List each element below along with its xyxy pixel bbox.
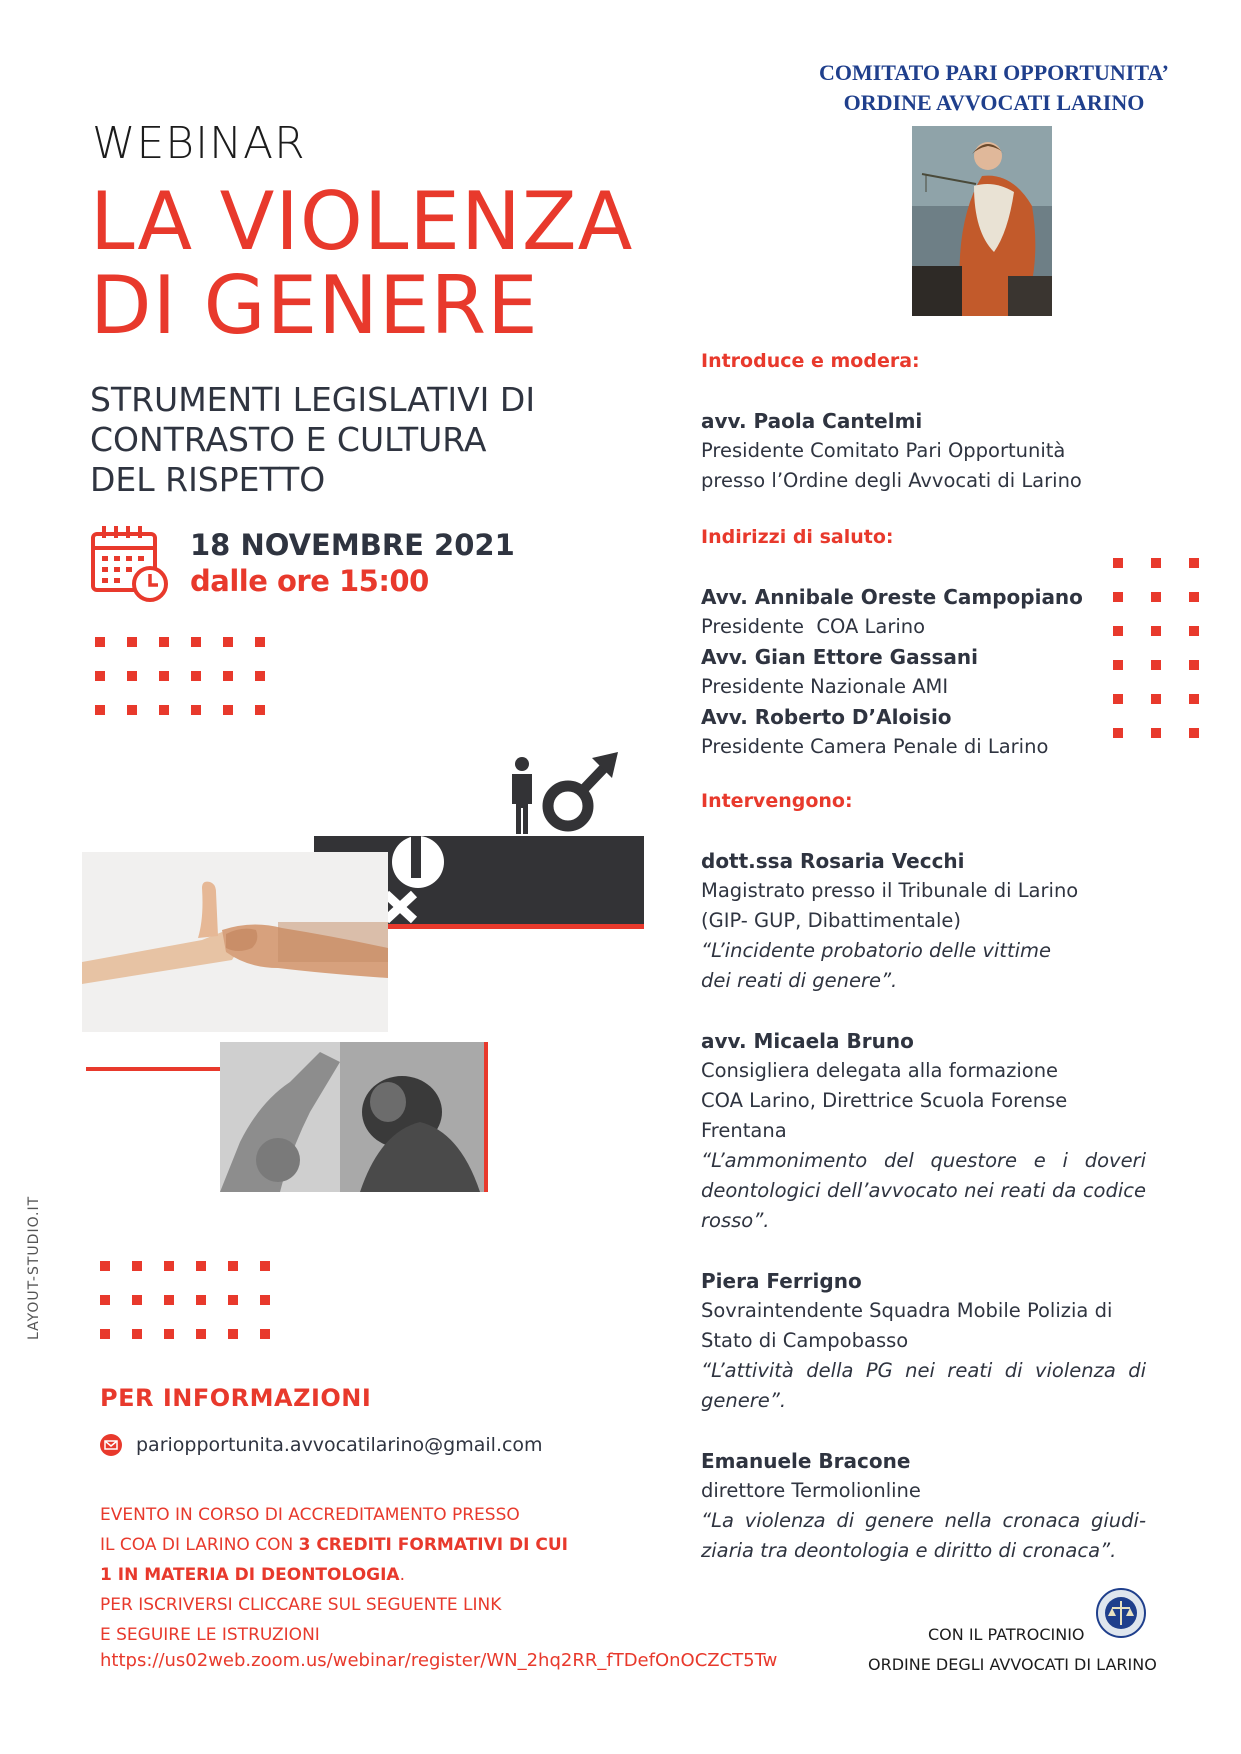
speaker-role: (GIP- GUP, Dibattimentale) [701, 909, 962, 932]
committee-line-1: COMITATO PARI OPPORTUNITA’ [818, 60, 1169, 85]
speaker-talk: dei reati di genere”. [701, 969, 898, 992]
accreditation-line-4: PER ISCRIVERSI CLICCARE SUL SEGUENTE LINK [100, 1595, 502, 1615]
hands-stop-photo [82, 852, 388, 1032]
accreditation-line-5: E SEGUIRE LE ISTRUZIONI [100, 1625, 320, 1645]
moderator-heading: Introduce e modera: [701, 350, 920, 372]
webinar-label: WEBINAR [92, 118, 306, 169]
greeting-name: Avv. Annibale Oreste Campopiano [701, 585, 1083, 609]
decorative-dot-grid [100, 1261, 270, 1339]
accreditation-notice [100, 1500, 660, 1650]
accreditation-line-1: EVENTO IN CORSO DI ACCREDITAMENTO PRESSO [100, 1505, 520, 1525]
patronage-line-1: CON IL PATROCINIO [928, 1625, 1085, 1644]
decorative-dot-grid [95, 637, 265, 715]
moderator-name: avv. Paola Cantelmi [701, 409, 923, 433]
justice-painting [912, 126, 1052, 316]
domestic-violence-photo [220, 1042, 484, 1192]
accreditation-text: . [399, 1565, 405, 1585]
event-time: dalle ore 15:00 [190, 564, 429, 598]
info-heading: PER INFORMAZIONI [100, 1384, 372, 1412]
bar-association-seal-icon [1096, 1588, 1146, 1638]
speaker-talk: “L’attività della PG nei reati di violenza di genere”. [701, 1359, 1146, 1412]
main-title-line-2: DI GENERE [90, 259, 539, 352]
moderator-section [701, 346, 1146, 496]
speaker-talk: “La violenza di genere nella cronaca giudi-ziaria tra deontologia e diritto di cronaca”. [701, 1509, 1146, 1562]
committee-title [784, 58, 1204, 118]
accreditation-text: IL COA DI LARINO CON [100, 1535, 299, 1555]
greetings-section [701, 522, 1146, 762]
moderator-role: presso l’Ordine degli Avvocati di Larino [701, 469, 1082, 492]
accreditation-line-2 [100, 1530, 660, 1560]
deontology-highlight: 1 IN MATERIA DI DEONTOLOGIA [100, 1565, 400, 1585]
speaker-item [701, 1026, 1146, 1236]
greeting-role: Presidente COA Larino [701, 615, 926, 638]
speaker-talk: “L’incidente probatorio delle vittime [701, 939, 1052, 962]
speaker-name: dott.ssa Rosaria Vecchi [701, 849, 965, 873]
patronage-line-2: ORDINE DEGLI AVVOCATI DI LARINO [868, 1655, 1157, 1674]
male-symbol-figure [500, 748, 620, 838]
speakers-heading: Intervengono: [701, 790, 853, 812]
accreditation-line-3 [100, 1560, 660, 1590]
main-title-line-1: LA VIOLENZA [90, 175, 634, 268]
speaker-role: COA Larino, Direttrice Scuola Forense [701, 1089, 1068, 1112]
subtitle-line-3: DEL RISPETTO [90, 460, 326, 499]
layout-credit: LAYOUT-STUDIO.IT [26, 1195, 42, 1340]
greeting-role: Presidente Nazionale AMI [701, 675, 949, 698]
committee-line-2: ORDINE AVVOCATI LARINO [843, 90, 1145, 115]
subtitle-line-1: STRUMENTI LEGISLATIVI DI [90, 380, 536, 419]
event-date: 18 NOVEMBRE 2021 [190, 528, 515, 562]
speaker-name: Piera Ferrigno [701, 1269, 862, 1293]
greeting-role: Presidente Camera Penale di Larino [701, 735, 1049, 758]
photo-red-accent-line [484, 1042, 488, 1192]
zoom-registration-link[interactable]: https://us02web.zoom.us/webinar/register/WN_2hq2RR_fTDefOnOCZCT5Tw [100, 1650, 778, 1671]
subtitle [90, 380, 535, 500]
speaker-role: Frentana [701, 1119, 787, 1142]
greetings-heading: Indirizzi di saluto: [701, 526, 894, 548]
speakers-section [701, 786, 1146, 1566]
moderator-role: Presidente Comitato Pari Opportunità [701, 439, 1066, 462]
calendar-clock-icon [90, 524, 170, 604]
speaker-name: avv. Micaela Bruno [701, 1029, 914, 1053]
decorative-dot-grid [1113, 558, 1199, 738]
speaker-role: Consigliera delegata alla formazione [701, 1059, 1059, 1082]
speaker-item [701, 846, 1146, 996]
greeting-name: Avv. Roberto D’Aloisio [701, 705, 952, 729]
photo-red-accent-line [86, 1067, 226, 1071]
speaker-item [701, 1266, 1146, 1416]
speaker-talk: “L’ammonimento del questore e i doveri deontologici dell’avvocato nei reati da codice rosso”. [701, 1149, 1146, 1232]
speaker-role: Sovraintendente Squadra Mobile Polizia di Stato di Campobasso [701, 1299, 1113, 1352]
email-link[interactable]: pariopportunita.avvocatilarino@gmail.com [136, 1434, 543, 1456]
main-title [90, 175, 634, 352]
speaker-role: Magistrato presso il Tribunale di Larino [701, 879, 1079, 902]
speaker-role: direttore Termolionline [701, 1479, 921, 1502]
speaker-item [701, 1446, 1146, 1566]
speaker-name: Emanuele Bracone [701, 1449, 911, 1473]
greeting-name: Avv. Gian Ettore Gassani [701, 645, 978, 669]
mail-icon [100, 1434, 122, 1456]
subtitle-line-2: CONTRASTO E CULTURA [90, 420, 487, 459]
credits-highlight: 3 CREDITI FORMATIVI DI CUI [298, 1535, 568, 1555]
